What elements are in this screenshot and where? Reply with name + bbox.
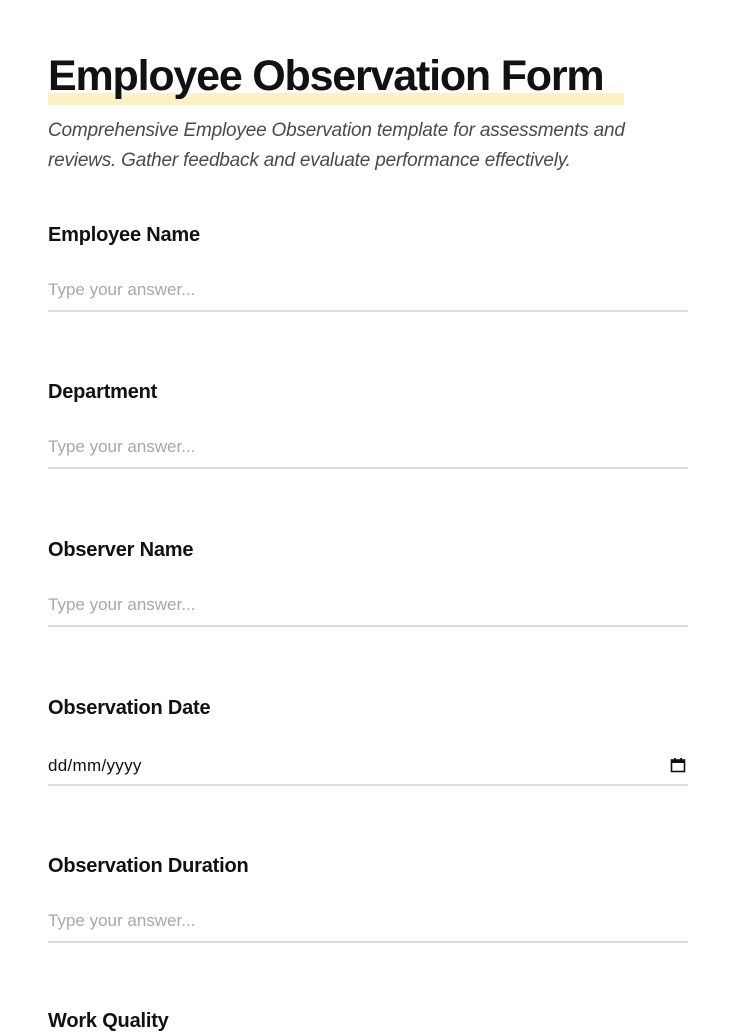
observation-duration-input[interactable] [48, 901, 688, 943]
field-label: Observer Name [48, 539, 194, 561]
calendar-icon[interactable] [670, 757, 686, 773]
field-label: Observation Duration [48, 855, 249, 877]
title-block [48, 50, 603, 102]
date-placeholder: dd/mm/yyyy [48, 756, 142, 775]
form-description: Comprehensive Employee Observation template for assessments and reviews. Gather feedback and evaluate performance effectively. [48, 120, 625, 171]
field-label: Work Quality [48, 1010, 169, 1032]
field-label: Observation Date [48, 697, 211, 719]
field-label: Employee Name [48, 224, 200, 246]
department-input[interactable] [48, 427, 688, 469]
field-label: Department [48, 381, 158, 403]
observer-name-input[interactable] [48, 585, 688, 627]
page-title: Employee Observation Form [48, 52, 604, 100]
observation-date-input[interactable] [48, 743, 688, 786]
employee-name-input[interactable] [48, 270, 688, 312]
